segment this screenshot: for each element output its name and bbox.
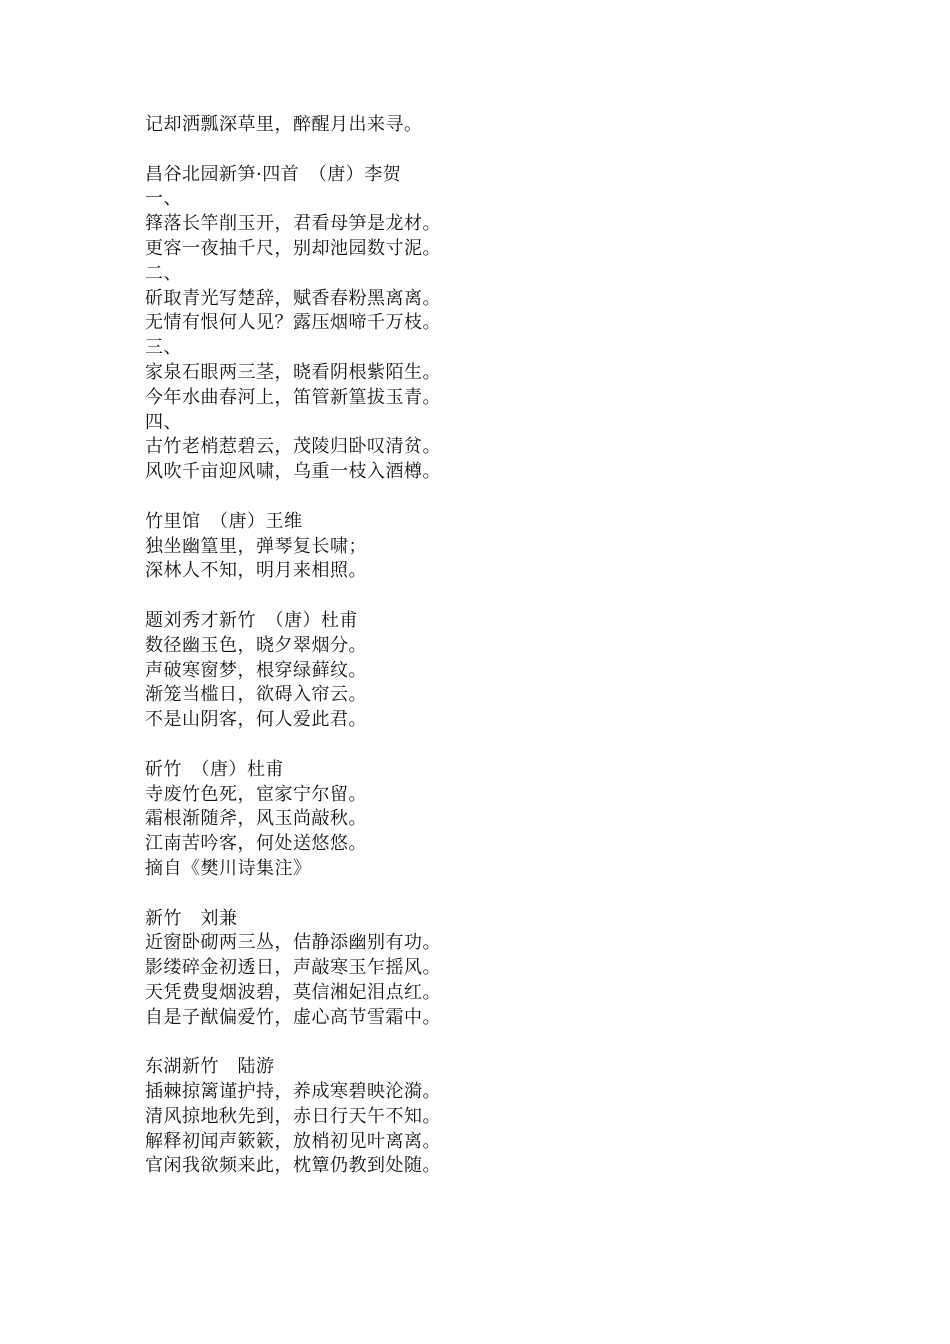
blank-line xyxy=(145,584,845,609)
poem-title: 斫竹 （唐）杜甫 xyxy=(145,758,284,780)
blank-line xyxy=(145,882,845,907)
text-line: 箨落长竿削玉开，君看母笋是龙材。 xyxy=(145,213,441,235)
text-line: 无情有恨何人见？露压烟啼千万枝。 xyxy=(145,312,441,334)
text-line: 记却洒瓢深草里，醉醒月出来寻。 xyxy=(145,114,423,135)
text-line: 官闲我欲频来此，枕簟仍教到处随。 xyxy=(145,1155,441,1177)
text-line: 风吹千亩迎风啸，乌重一枝入酒樽。 xyxy=(145,461,441,483)
text-line: 插棘掠篱谨护持，养成寒碧映沦漪。 xyxy=(145,1081,441,1103)
text-line: 深林人不知，明月来相照。 xyxy=(145,560,367,582)
text-line: 更容一夜抽千尺，别却池园数寸泥。 xyxy=(145,237,441,259)
text-line: 斫取青光写楚辞，赋香春粉黑离离。 xyxy=(145,287,441,309)
text-line: 解释初闻声簌簌，放梢初见叶离离。 xyxy=(145,1130,441,1152)
poem-title: 东湖新竹 陆游 xyxy=(145,1056,275,1078)
text-line: 不是山阴客，何人爱此君。 xyxy=(145,709,367,731)
text-line: 今年水曲春河上，笛管新篁拔玉青。 xyxy=(145,386,441,408)
text-line: 自是子猷偏爱竹，虚心高节雪霜中。 xyxy=(145,1006,441,1028)
section-number: 二、 xyxy=(145,262,182,284)
text-line: 数径幽玉色，晓夕翠烟分。 xyxy=(145,634,367,656)
text-line: 独坐幽篁里，弹琴复长啸； xyxy=(145,535,367,557)
text-line: 声破寒窗梦，根穿绿藓纹。 xyxy=(145,659,367,681)
blank-line xyxy=(145,485,845,510)
text-line: 家泉石眼两三茎，晓看阴根紫陌生。 xyxy=(145,361,441,383)
text-line: 渐笼当槛日，欲碍入帘云。 xyxy=(145,684,367,706)
source-note: 摘自《樊川诗集注》 xyxy=(145,857,312,879)
text-line: 寺废竹色死，宦家宁尔留。 xyxy=(145,783,367,805)
text-line: 近窗卧砌两三丛，佶静添幽别有功。 xyxy=(145,932,441,954)
poem-text-block xyxy=(145,113,845,1179)
blank-line xyxy=(145,1030,845,1055)
text-line: 影缕碎金初透日，声敲寒玉乍摇风。 xyxy=(145,957,441,979)
section-number: 一、 xyxy=(145,188,182,210)
blank-line xyxy=(145,138,845,163)
poem-title: 竹里馆 （唐）王维 xyxy=(145,510,303,532)
poem-title: 题刘秀才新竹 （唐）杜甫 xyxy=(145,609,358,631)
section-number: 四、 xyxy=(145,411,182,433)
poem-title: 新竹 刘兼 xyxy=(145,907,238,929)
poem-title: 昌谷北园新笋·四首 （唐）李贺 xyxy=(145,163,402,185)
text-line: 天凭费叟烟波碧，莫信湘妃泪点红。 xyxy=(145,981,441,1003)
text-line: 清风掠地秋先到，赤日行天午不知。 xyxy=(145,1105,441,1127)
section-number: 三、 xyxy=(145,337,182,359)
blank-line xyxy=(145,733,845,758)
text-line: 古竹老梢惹碧云，茂陵归卧叹清贫。 xyxy=(145,436,441,458)
text-line: 江南苦吟客，何处送悠悠。 xyxy=(145,833,367,855)
text-line: 霜根渐随斧，风玉尚敲秋。 xyxy=(145,808,367,830)
